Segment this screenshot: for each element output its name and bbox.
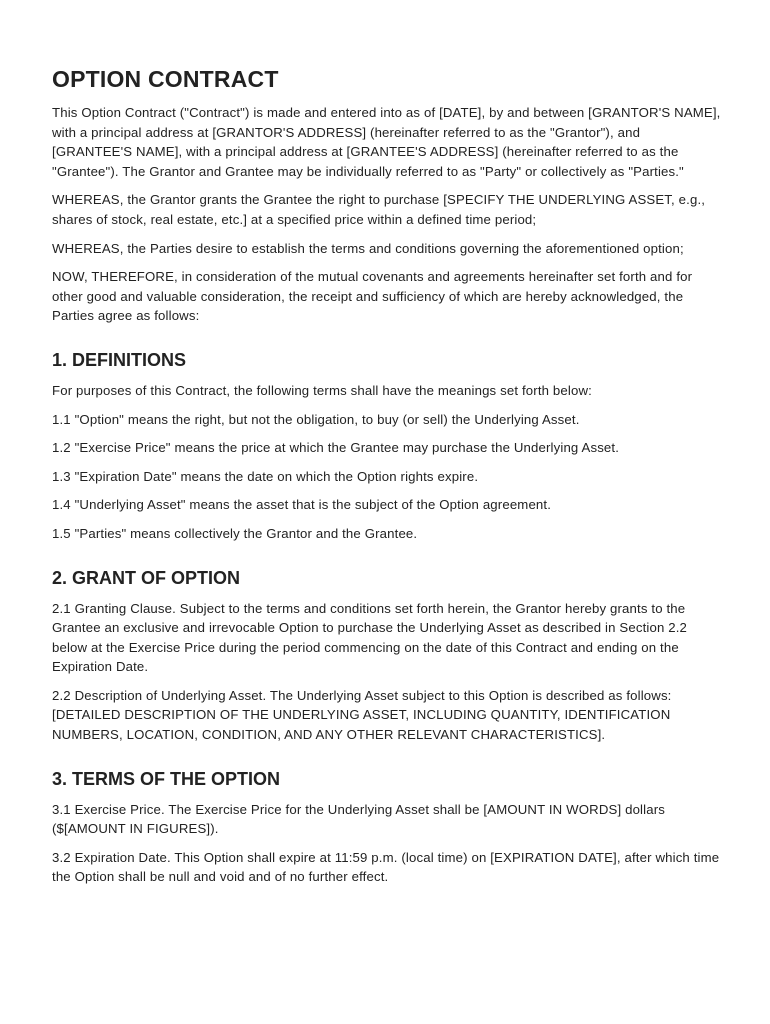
intro-paragraph: This Option Contract ("Contract") is made and entered into as of [DATE], by and between [GRANTOR'S NAME], with a principal address at [GRANTOR'S ADDRESS] (hereinafter referred to as the "Grantor"), and [GRANTEE'S NAME], with a principal address at [GRANTEE'S ADDRESS] (hereinafter referred to as the "Grantee"). The Grantor and Grantee may be individually referred to as "Party" or collectively as "Parties." [52, 105, 721, 179]
section-definitions [52, 350, 724, 544]
document-body [52, 66, 724, 896]
whereas-paragraph-1: WHEREAS, the Grantor grants the Grantee the right to purchase [SPECIFY THE UNDERLYING ASSET, e.g., shares of stock, real estate, etc.] at a specified price within a defined time period; [52, 192, 706, 227]
section-heading: 1. DEFINITIONS [52, 349, 187, 370]
section-terms-of-option [52, 769, 724, 887]
section-paragraph: 3.2 Expiration Date. This Option shall expire at 11:59 p.m. (local time) on [EXPIRATION DATE], after which time the Option shall be null and void and of no further effect. [52, 849, 720, 885]
now-therefore-paragraph: NOW, THEREFORE, in consideration of the mutual covenants and agreements hereinafter set forth and for other good and valuable consideration, the receipt and sufficiency of which are hereby acknowledged, the Parties agree as follows: [52, 269, 693, 324]
section-paragraph: 1.2 "Exercise Price" means the price at which the Grantee may purchase the Underlying Asset. [52, 440, 620, 456]
section-paragraph: 2.2 Description of Underlying Asset. The Underlying Asset subject to this Option is described as follows: [DETAILED DESCRIPTION OF THE UNDERLYING ASSET, INCLUDING QUANTITY, IDENTIFICATION NUMBERS, LOCATION, CONDITION, AND ANY OTHER RELEVANT CHARACTERISTICS]. [52, 687, 672, 743]
section-grant-of-option [52, 568, 724, 745]
section-paragraph: 1.4 "Underlying Asset" means the asset that is the subject of the Option agreement. [52, 497, 552, 513]
section-paragraph: 1.3 "Expiration Date" means the date on which the Option rights expire. [52, 468, 479, 484]
section-paragraph: 2.1 Granting Clause. Subject to the terms and conditions set forth herein, the Grantor hereby grants to the Grantee an exclusive and irrevocable Option to purchase the Underlying Asset as described in Section 2.2 below at the Exercise Price during the period commencing on the date of this Contract and ending on the Expiration Date. [52, 600, 688, 675]
section-paragraph: 1.5 "Parties" means collectively the Grantor and the Grantee. [52, 525, 418, 541]
section-paragraph: For purposes of this Contract, the following terms shall have the meanings set forth below: [52, 382, 592, 398]
section-heading: 2. GRANT OF OPTION [52, 567, 241, 588]
section-paragraph: 1.1 "Option" means the right, but not the obligation, to buy (or sell) the Underlying Asset. [52, 411, 580, 427]
whereas-paragraph-2: WHEREAS, the Parties desire to establish the terms and conditions governing the aforementioned option; [52, 240, 684, 256]
section-paragraph: 3.1 Exercise Price. The Exercise Price for the Underlying Asset shall be [AMOUNT IN WORDS] dollars ($[AMOUNT IN FIGURES]). [52, 801, 665, 837]
section-heading: 3. TERMS OF THE OPTION [52, 768, 281, 789]
document-title: OPTION CONTRACT [52, 66, 279, 92]
